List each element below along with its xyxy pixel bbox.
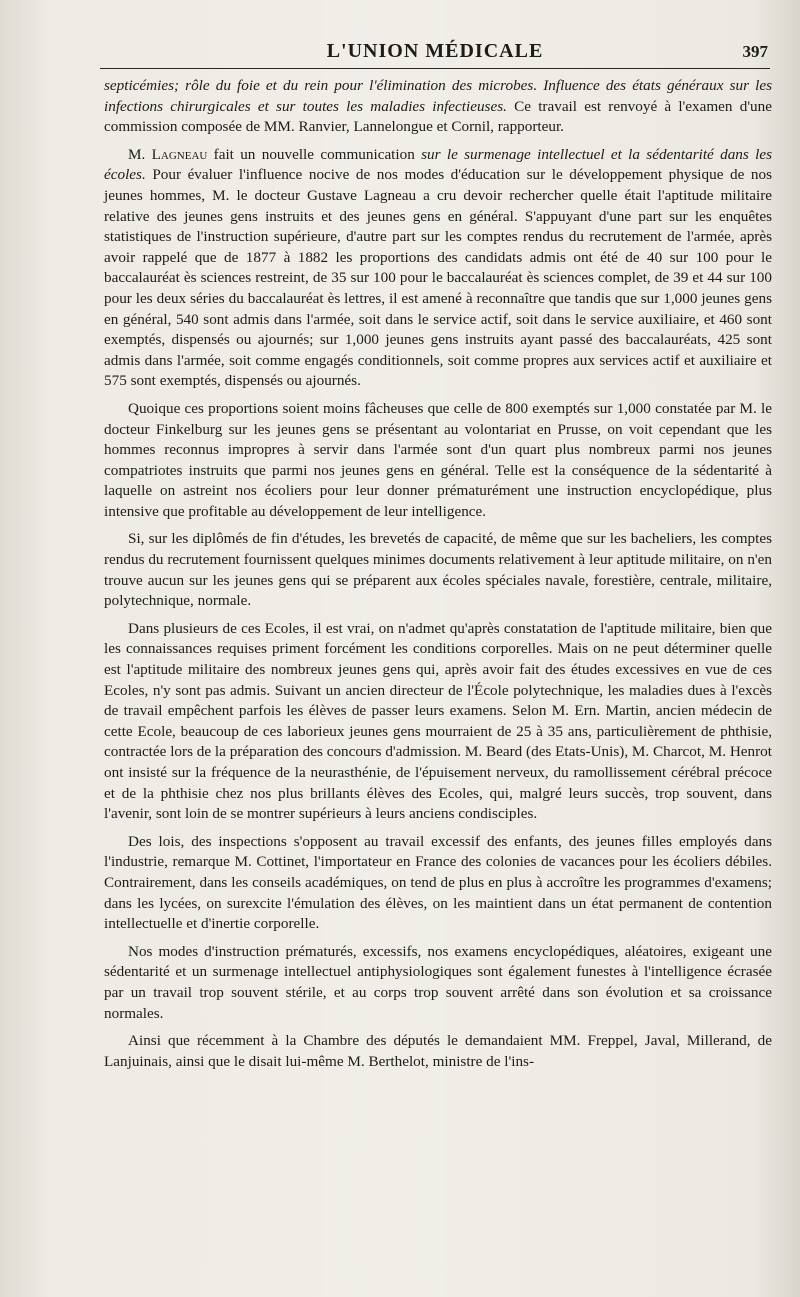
paragraph-1: [104, 76, 772, 138]
page-number: 397: [742, 42, 768, 61]
running-title: L'UNION MÉDICALE: [326, 40, 544, 62]
paragraph-text: Pour évaluer l'influence nocive de nos modes d'éducation sur le développement physique de nos jeunes hommes, M. le docteur Gustave Lagneau a cru devoir rechercher quelle était l'aptitude militaire relative des jeunes gens instruits et des jeunes gens en général. S'appuyant d'une part sur les enquêtes statistiques de l'instruction supérieure, d'autre part sur les comptes rendus du recrutement de l'armée, après avoir rappelé que de 1877 à 1882 les proportions des candidats admis ont été de 40 sur 100 pour le baccalauréat ès sciences restreint, de 35 sur 100 pour le baccalauréat ès sciences complet, de 39 et 44 sur 100 pour les deux séries du baccalauréat ès lettres, il est amené à reconnaître que tandis que sur 1,000 jeunes gens en général, 540 sont admis dans l'armée, soit dans le service actif, soit dans le service auxiliaire, et 460 sont exemptés, dispensés ou ajournés; sur 1,000 jeunes gens instruits ayant passé des baccalauréats, 425 sont admis dans l'armée, soit comme engagés conditionnels, soit comme propres aux services actif et auxiliaire et 575 sont exemptés, dispensés ou ajournés.: [104, 166, 772, 390]
paragraph-text: Ce travail est renvoyé à l'examen d'une commission composée de MM. Ranvier, Lannelongue et Cornil, rapporteur.: [104, 97, 772, 136]
speaker-name: M. Lagneau: [128, 145, 208, 163]
italic-topic: sur le surmenage intellectuel et la sédentarité dans les écoles.: [104, 145, 772, 184]
paragraph-3: Quoique ces proportions soient moins fâcheuses que celle de 800 exemptés sur 1,000 constatée par M. le docteur Finkelburg sur les jeunes gens se présentant au volontariat en Prusse, on voit cependant que les hommes reconnus impropres à servir dans l'armée sont d'un quart plus nombreux parmi nos jeunes compatriotes instruits que parmi nos jeunes gens en général. Telle est la conséquence de la sédentarité à laquelle on astreint nos écoliers pour leur donner prématurément une instruction encyclopédique, plus intensive que profitable au développement de leur intelligence.: [104, 399, 772, 520]
paragraph-7: Nos modes d'instruction prématurés, excessifs, nos examens encyclopédiques, aléatoires, exigeant une sédentarité et un surmenage intellectuel antiphysiologiques sont également funestes à l'intelligence écrasée par un travail trop souvent stérile, et au corps trop souvent arrêté dans son évolution et sa croissance normales.: [104, 942, 772, 1022]
paragraph-4: Si, sur les diplômés de fin d'études, les brevetés de capacité, de même que sur les bacheliers, les comptes rendus du recrutement fournissent quelques minimes documents relativement à leur aptitude militaire, on n'en trouve aucun sur les jeunes gens qui se préparent aux écoles spéciales navale, forestière, centrale, militaire, polytechnique, normale.: [104, 530, 772, 610]
paragraph-6: Des lois, des inspections s'opposent au travail excessif des enfants, des jeunes filles employés dans l'industrie, remarque M. Cottinet, l'importateur en France des colonies de vacances pour les écoliers débiles. Contrairement, dans les conseils académiques, on tend de plus en plus à accroître les programmes d'examens; dans les lycées, on surexcite l'émulation des élèves, on les maintient dans un état permanent de contention intellectuelle et d'inertie corporelle.: [104, 832, 772, 933]
italic-lead: septicémies; rôle du foie et du rein pour l'élimination des microbes. Influence des états généraux sur les infections chirurgicales et sur toutes les maladies infectieuses.: [104, 77, 772, 115]
paragraph-8: Ainsi que récemment à la Chambre des députés le demandaient MM. Freppel, Javal, Millerand, de Lanjuinais, ainsi que le disait lui-même M. Berthelot, ministre de l'ins-: [104, 1032, 772, 1070]
paragraph-5: Dans plusieurs de ces Ecoles, il est vrai, on n'admet qu'après constatation de l'aptitude militaire, bien que les connaissances requises priment forcément les conditions corporelles. Mais on ne peut déterminer quelle est l'aptitude militaire des nombreux jeunes gens qui, après avoir fait des études excessives en vue de ces Ecoles, n'y sont pas admis. Suivant un ancien directeur de l'École polytechnique, les maladies dues à l'excès de travail empêchent parfois les élèves de passer leurs examens. Selon M. Ern. Martin, ancien médecin de cette Ecole, beaucoup de ces laborieux jeunes gens mourraient de 25 à 35 ans, particulièrement de phthisie, contractée lors de la préparation des concours d'admission. M. Beard (des Etats-Unis), M. Charcot, M. Henrot ont insisté sur la fréquence de la neurasthénie, de l'épuisement nerveux, du ramollissement cérébral précoce et de la phthisie chez nos plus brillants élèves des Ecoles, qui, malgré leurs succès, trop souvent, dans l'avenir, sont loin de se montrer supérieurs à leurs anciens condisciples.: [104, 619, 772, 823]
article-body: [104, 76, 772, 1079]
paragraph-text: fait un nouvelle communication: [207, 145, 422, 163]
page-header: [100, 38, 770, 69]
paragraph-2: [104, 145, 772, 392]
